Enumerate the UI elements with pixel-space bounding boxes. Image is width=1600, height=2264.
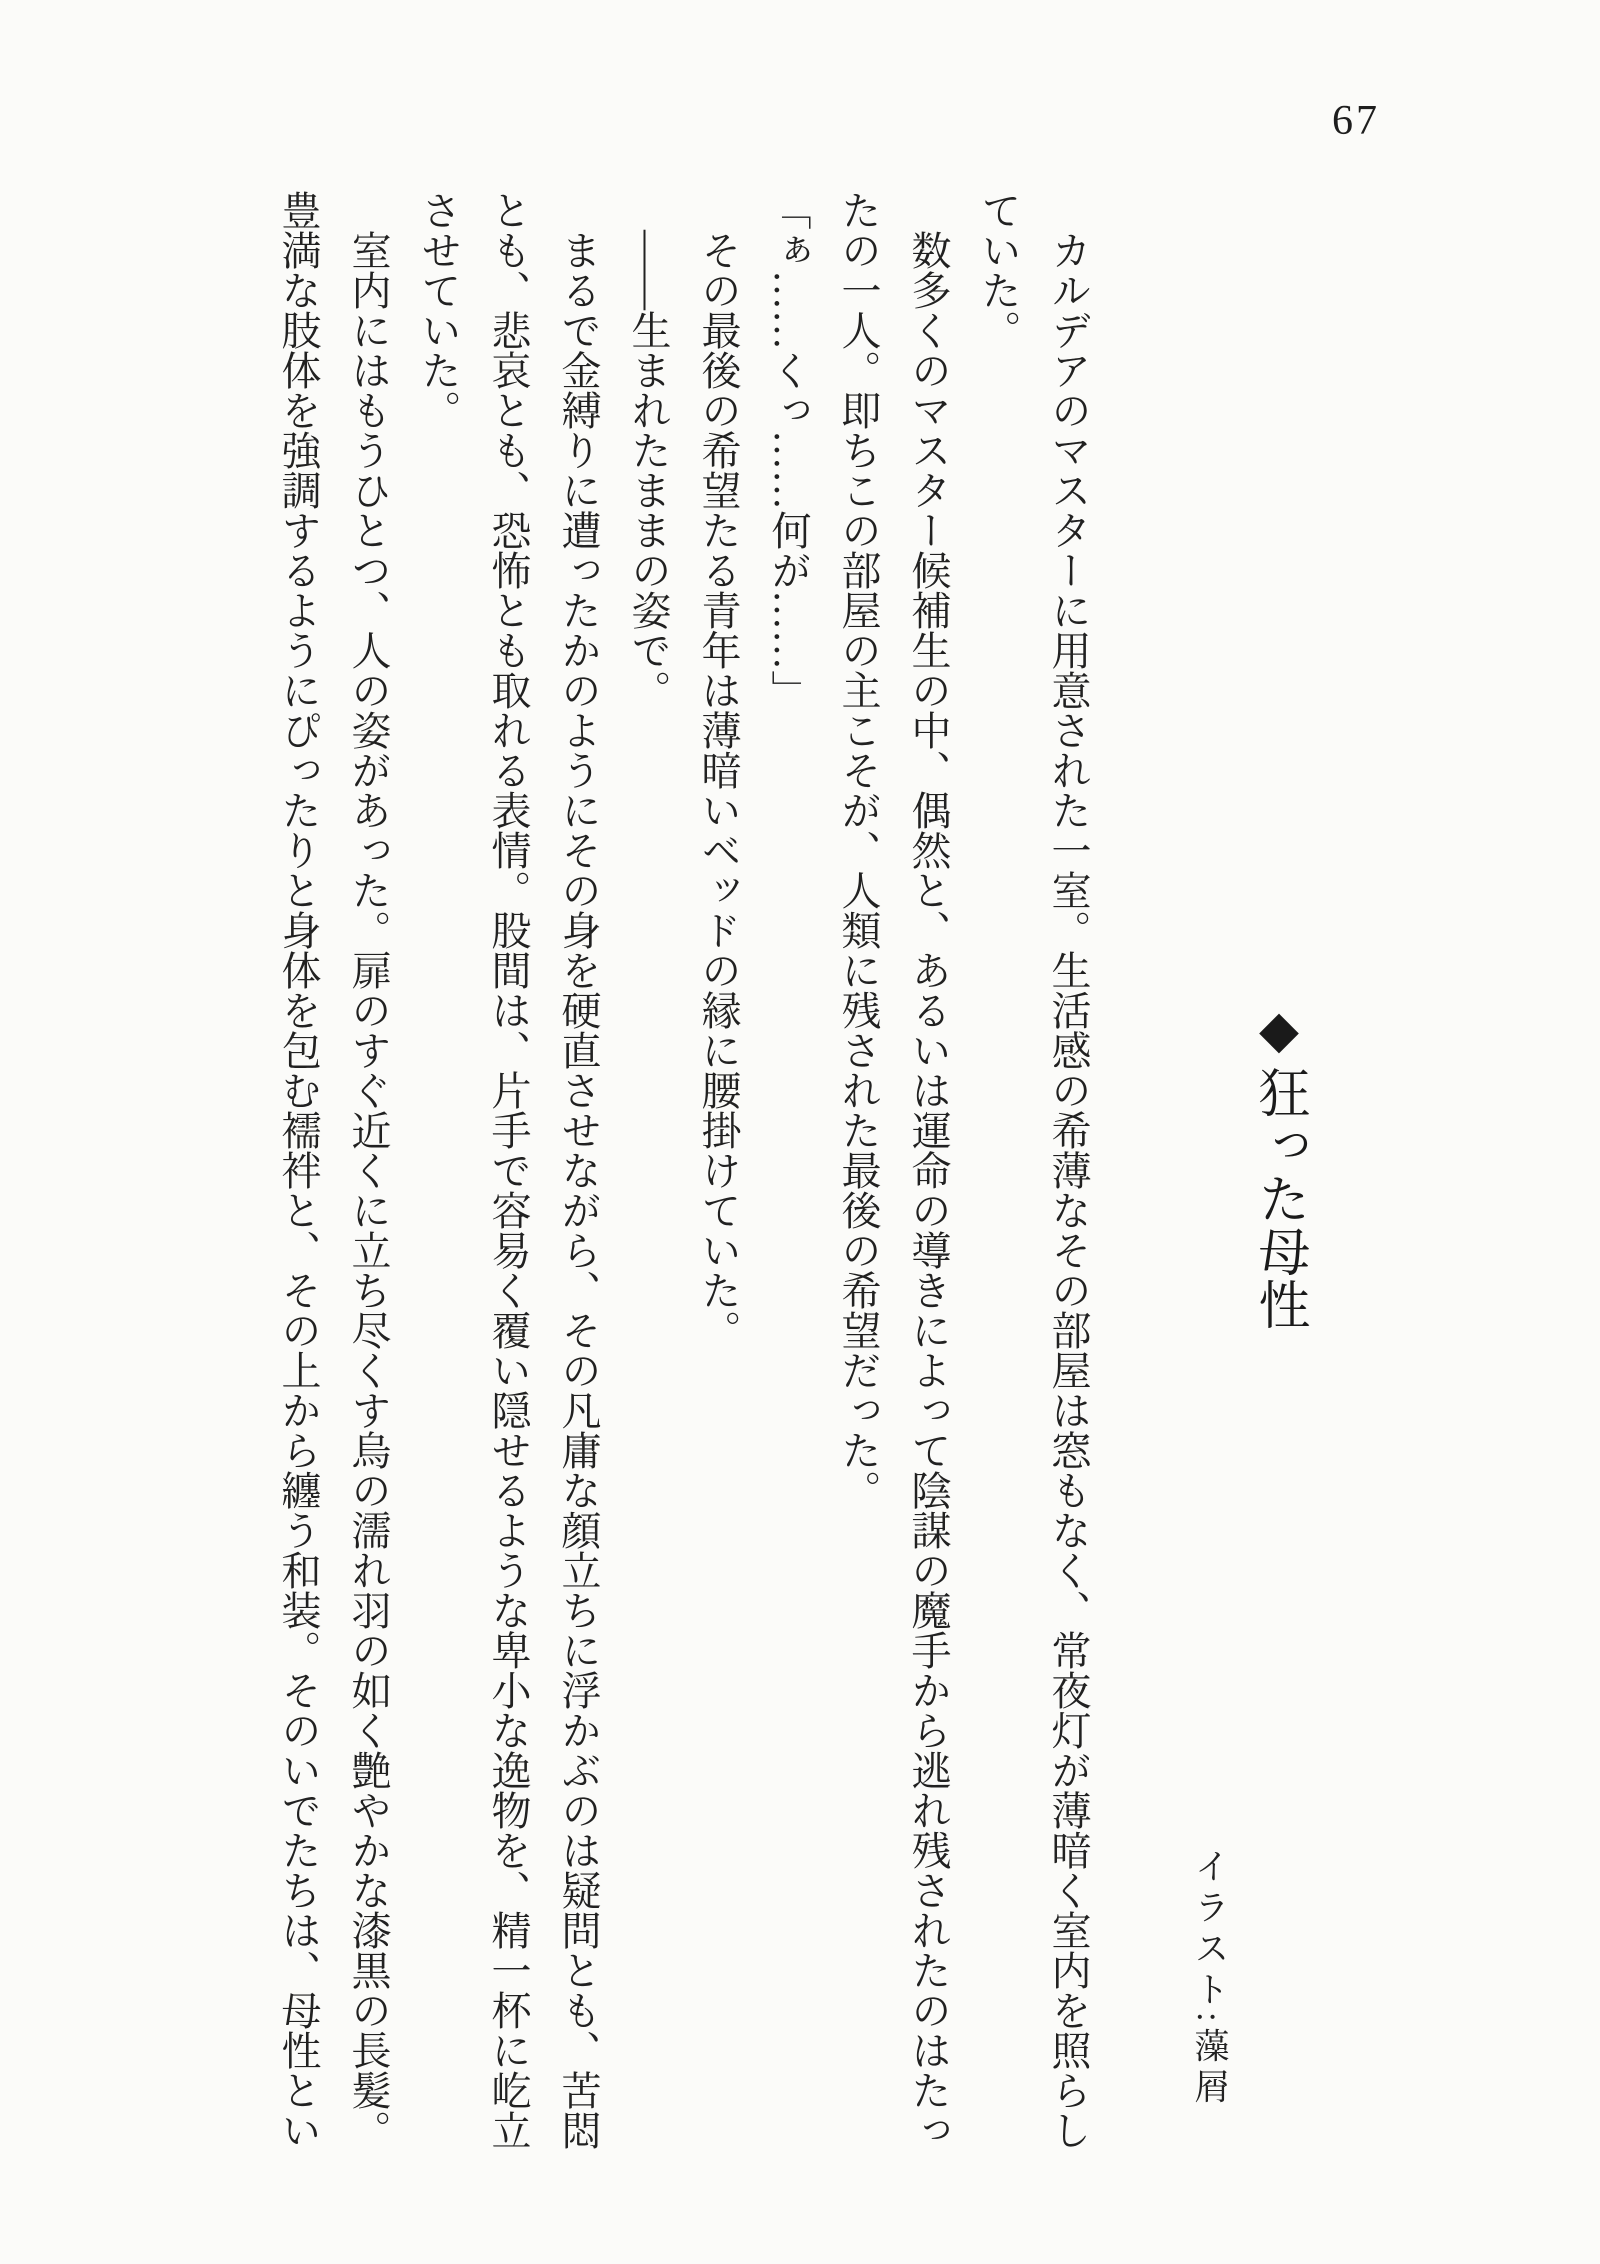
text-column-1: カルデアのマスターに用意された一室。生活感の希薄なその部屋は窓もなく、常夜灯が薄暗く室内を照らし xyxy=(1046,230,1091,2150)
chapter-title-text: 狂った母性 xyxy=(1250,1066,1307,1331)
text-column-2: ていた。 xyxy=(976,190,1021,350)
illustrator-credit: イラスト:藻屑 xyxy=(1190,1848,1229,2110)
text-column-9: とも、悲哀とも、恐怖とも取れる表情。股間は、片手で容易く覆い隠せるような卑小な逸物を、精一杯に屹立 xyxy=(486,190,531,2150)
text-column-5: 「ぁ……くっ……何が……」 xyxy=(766,190,811,710)
text-column-8: まるで金縛りに遭ったかのようにその身を硬直させながら、その凡庸な顔立ちに浮かぶのは疑問とも、苦悶 xyxy=(556,230,601,2150)
text-column-11: 室内にはもうひとつ、人の姿があった。扉のすぐ近くに立ち尽くす烏の濡れ羽の如く艶やかな漆黒の長髪。 xyxy=(346,230,391,2150)
text-column-12: 豊満な肢体を強調するようにぴったりと身体を包む襦袢と、その上から纏う和装。そのいでたちは、母性とい xyxy=(276,190,321,2150)
text-column-10: させていた。 xyxy=(416,190,461,430)
text-column-3: 数多くのマスター候補生の中、偶然と、あるいは運命の導きによって陰謀の魔手から逃れ残されたのはたっ xyxy=(906,230,951,2150)
body-columns xyxy=(263,190,1103,2150)
text-column-6: その最後の希望たる青年は薄暗いベッドの縁に腰掛けていた。 xyxy=(696,230,741,1350)
page-number: 67 xyxy=(1332,98,1380,144)
text-column-7: ――生まれたままの姿で。 xyxy=(626,230,671,710)
diamond-icon: ◆ xyxy=(1250,1000,1307,1066)
chapter-title xyxy=(1251,1000,1305,1331)
text-column-4: たの一人。即ちこの部屋の主こそが、人類に残された最後の希望だった。 xyxy=(836,190,881,1510)
